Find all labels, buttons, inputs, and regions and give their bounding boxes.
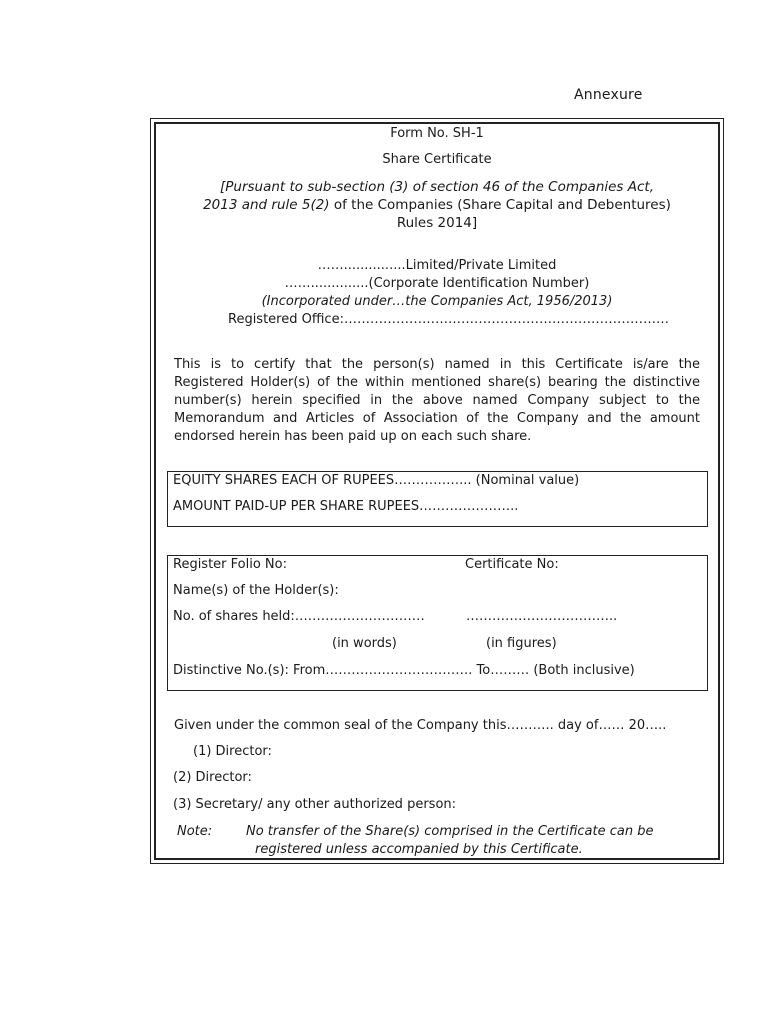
- incorporation-line: (Incorporated under…the Companies Act, 1956/2013): [261, 294, 613, 309]
- shares-held-line: No. of shares held:…………………………: [173, 609, 425, 624]
- shares-figures-dots: ……………………………..: [466, 609, 618, 624]
- annexure-label: Annexure: [574, 87, 643, 103]
- registered-office-line: Registered Office:…………………………………………………………………: [228, 312, 669, 327]
- amount-paid-up-line: AMOUNT PAID-UP PER SHARE RUPEES…………………..: [173, 499, 519, 514]
- secretary-label: (3) Secretary/ any other authorized person:: [173, 797, 457, 812]
- director-1-label: (1) Director:: [193, 744, 272, 759]
- holder-names-label: Name(s) of the Holder(s):: [173, 583, 339, 598]
- company-name-line: ……...............Limited/Private Limited: [317, 258, 557, 273]
- certificate-number-label: Certificate No:: [465, 557, 559, 572]
- certification-paragraph: This is to certify that the person(s) named in this Certificate is/are the Registered Holder(s) of the within mentioned share(s) bearing the distinctive number(s) herein specified in the above named Company subject to the Memorandum and Articles of Association of the Company and the amount endorsed herein has been paid up on each such share.: [174, 357, 700, 444]
- pursuant-line-2: 2013 and rule 5(2) of the Companies (Share Capital and Debentures): [203, 197, 671, 213]
- pursuant-clause: [156, 178, 718, 232]
- note-label: Note:: [177, 824, 213, 839]
- common-seal-line: Given under the common seal of the Company this……….. day of…… 20…..: [174, 718, 667, 733]
- pursuant-line-3: Rules 2014]: [396, 215, 478, 231]
- certificate-title: Share Certificate: [382, 152, 492, 167]
- register-folio-label: Register Folio No:: [173, 557, 287, 572]
- director-2-label: (2) Director:: [173, 770, 252, 785]
- note-text-line-1: No transfer of the Share(s) comprised in the Certificate can be: [246, 824, 654, 839]
- equity-shares-line: EQUITY SHARES EACH OF RUPEES……………... (Nominal value): [173, 473, 580, 488]
- form-number: Form No. SH-1: [390, 126, 484, 141]
- in-figures-caption: (in figures): [486, 636, 557, 651]
- pursuant-line-1: [Pursuant to sub-section (3) of section 46 of the Companies Act,: [219, 179, 654, 195]
- distinctive-numbers-line: Distinctive No.(s): From……………………………. To……… (Both inclusive): [173, 663, 635, 678]
- cin-line: ……..............(Corporate Identification Number): [284, 276, 590, 291]
- note-text-line-2: registered unless accompanied by this Certificate.: [255, 842, 583, 857]
- in-words-caption: (in words): [332, 636, 397, 651]
